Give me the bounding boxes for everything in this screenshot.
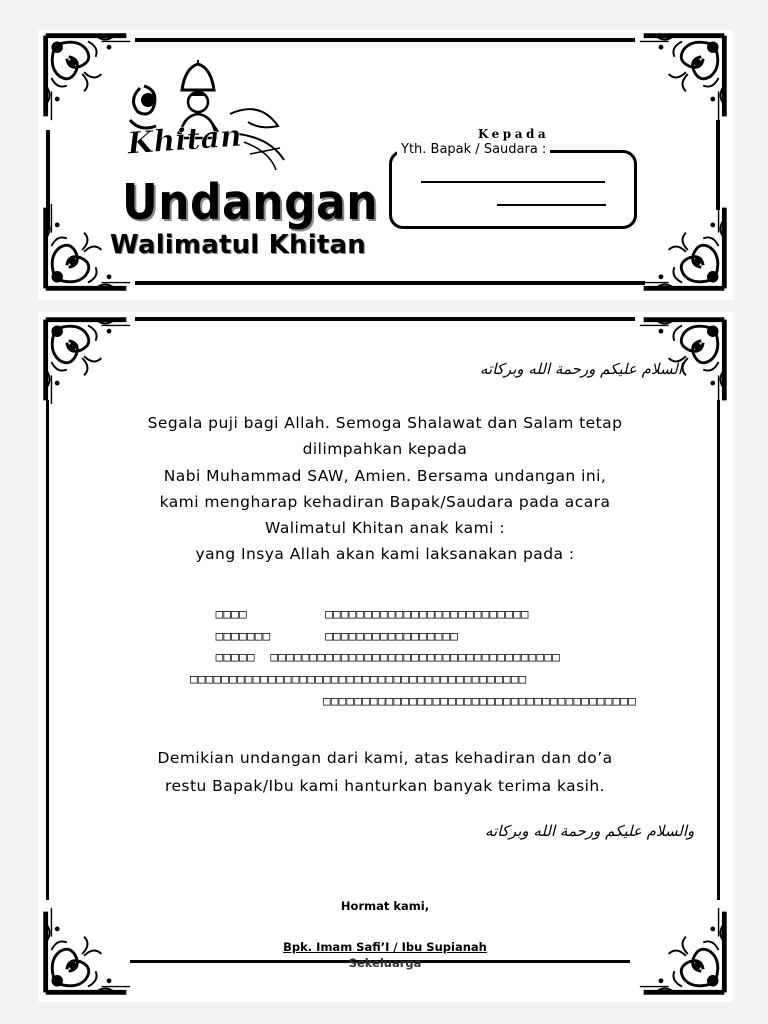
letter-right-border — [717, 400, 720, 900]
yth-label: Yth. Bapak / Saudara : — [397, 142, 550, 157]
header-top-border — [135, 38, 635, 42]
subtitle-walimatul-khitan: Walimatul Khitan — [110, 230, 366, 260]
kepada-label: Kepada — [478, 127, 550, 141]
event-details — [190, 603, 637, 712]
salam-closing-text: والسلام عليكم ورحمة الله وبركاته — [485, 822, 695, 840]
signature-name: Bpk. Imam Safi’I / Ibu Supianah — [283, 940, 487, 954]
salam-closing-calligraphy — [290, 812, 695, 846]
body-line: dilimpahkan kepada — [302, 440, 468, 459]
body-line: yang Insya Allah akan kami laksanakan pada : — [195, 545, 575, 564]
header-right-border — [716, 120, 720, 210]
closing-line: Demikian undangan dari kami, atas kehadiran dan do’a — [157, 749, 613, 767]
body-line: Walimatul Khitan anak kami : — [265, 519, 505, 538]
address-line — [421, 181, 605, 183]
ornament-corner-icon — [636, 904, 732, 1000]
title-undangan: Undangan — [122, 174, 379, 232]
body-line: kami mengharap kehadiran Bapak/Saudara pada acara — [159, 492, 611, 511]
hormat-kami: Hormat kami, — [340, 899, 430, 913]
letter-left-border — [46, 400, 49, 900]
address-line — [497, 204, 606, 206]
ornament-corner-icon — [636, 200, 732, 296]
ornament-corner-icon — [38, 904, 134, 1000]
letter-top-border — [135, 317, 635, 321]
event-detail-row: □□□□□ □□□□□□□□□□□□□□□□□□□□□□□□□□□□□□□□□□□□□ — [200, 649, 560, 665]
letter-body — [80, 410, 690, 568]
event-detail-row: □□□□□□□ □□□□□□□□□□□□□□□□□ — [200, 627, 459, 643]
salam-opening-calligraphy — [300, 350, 682, 384]
khitan-logo-illustration — [120, 60, 290, 175]
ornament-corner-icon — [38, 312, 134, 408]
address-box — [389, 150, 637, 229]
event-detail-row: □□□□□□□□□□□□□□□□□□□□□□□□□□□□□□□□□□□□□□□□ — [190, 692, 637, 708]
signature-family: Sekeluarga — [348, 956, 422, 970]
logo-word: Khitan — [126, 118, 243, 162]
body-line: Nabi Muhammad SAW, Amien. Bersama undangan ini, — [163, 466, 607, 485]
salam-opening-text: السلام عليكم ورحمة الله وبركاته — [480, 360, 682, 378]
letter-closing — [70, 744, 700, 800]
event-detail-row: □□□□□□□□□□□□□□□□□□□□□□□□□□□□□□□□□□□□□□□□□□□ — [190, 671, 527, 687]
closing-line: restu Bapak/Ibu kami hanturkan banyak terima kasih. — [164, 777, 606, 795]
header-bottom-border — [135, 281, 645, 285]
event-detail-row: □□□□ □□□□□□□□□□□□□□□□□□□□□□□□□□ — [200, 606, 529, 621]
body-line: Segala puji bagi Allah. Semoga Shalawat dan Salam tetap — [147, 414, 623, 432]
ornament-corner-icon — [636, 28, 732, 124]
